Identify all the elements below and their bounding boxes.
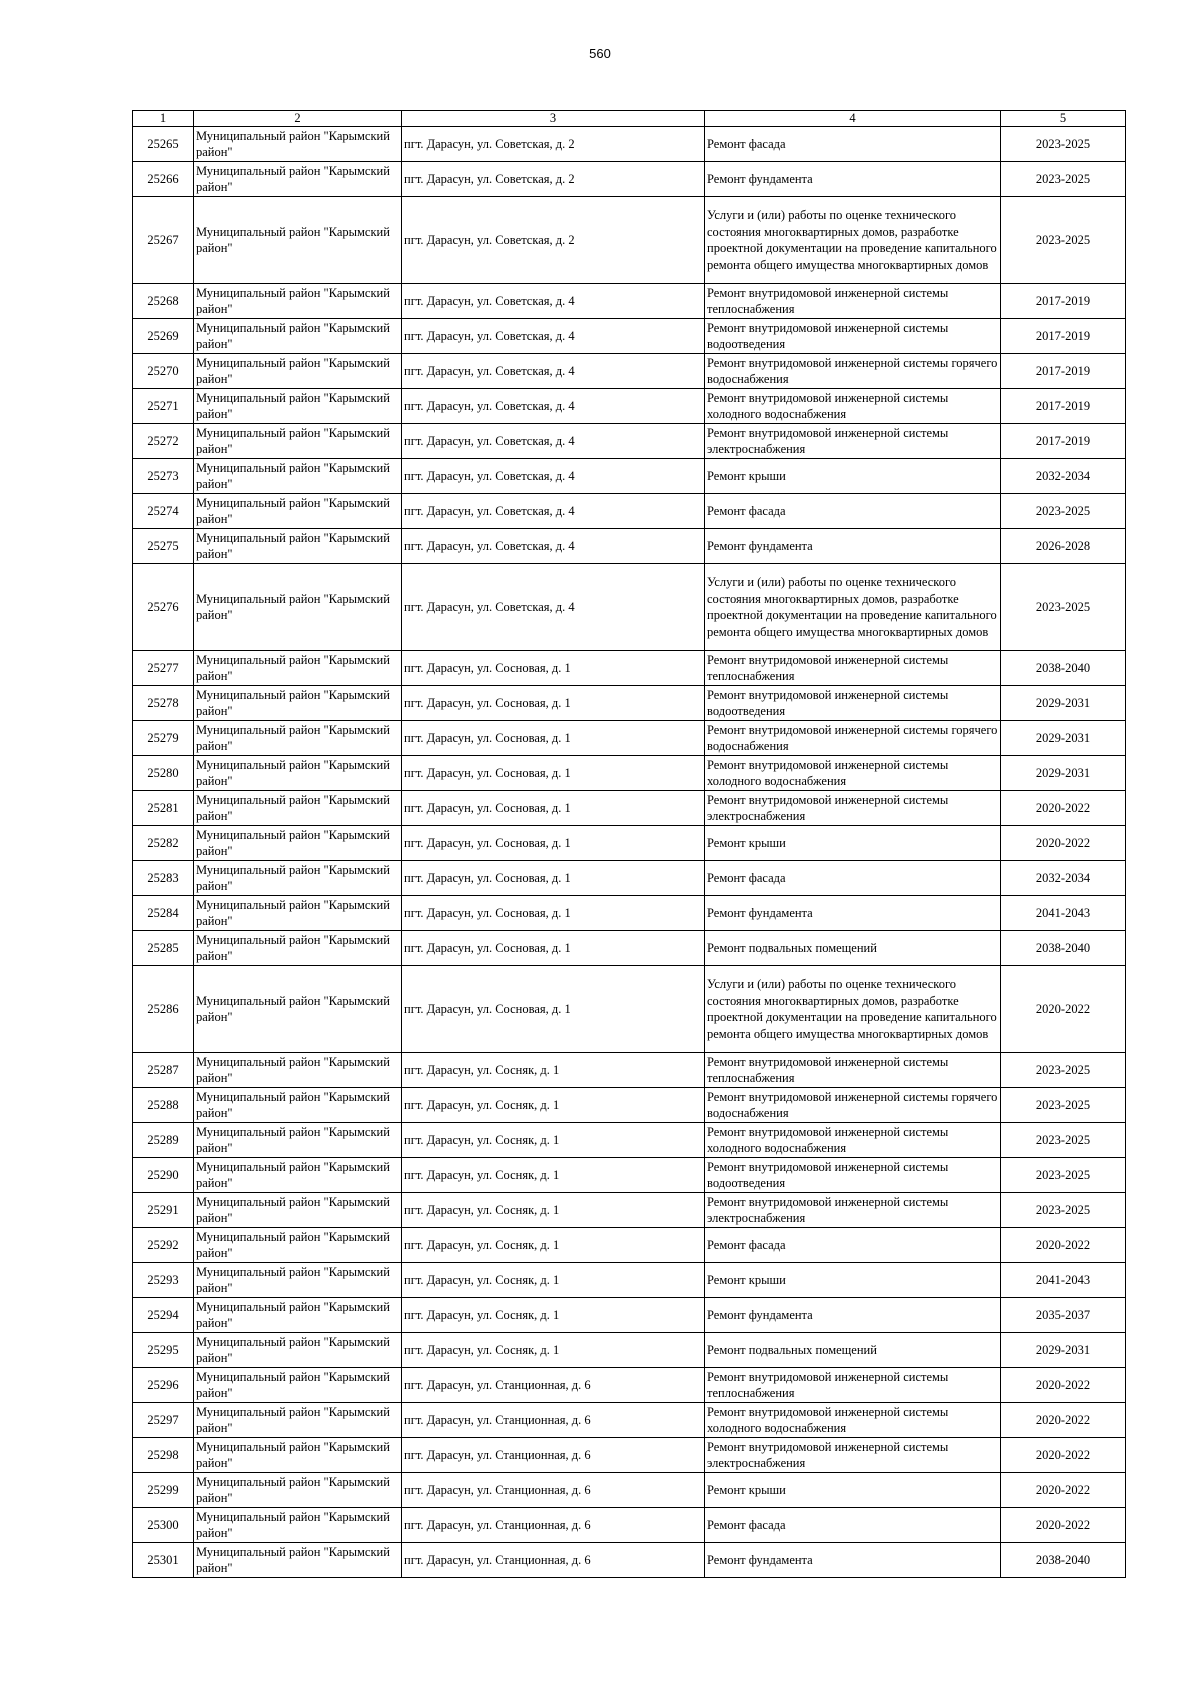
cell-municipality: Муниципальный район "Карымский район" bbox=[194, 861, 402, 896]
table-row bbox=[133, 1158, 1126, 1193]
column-header-2: 2 bbox=[194, 111, 402, 127]
column-header-5: 5 bbox=[1001, 111, 1126, 127]
cell-period: 2023-2025 bbox=[1001, 1193, 1126, 1228]
table-row bbox=[133, 1263, 1126, 1298]
cell-period: 2023-2025 bbox=[1001, 1158, 1126, 1193]
cell-municipality: Муниципальный район "Карымский район" bbox=[194, 1403, 402, 1438]
cell-municipality: Муниципальный район "Карымский район" bbox=[194, 354, 402, 389]
cell-period: 2035-2037 bbox=[1001, 1298, 1126, 1333]
cell-period: 2017-2019 bbox=[1001, 284, 1126, 319]
table-row bbox=[133, 1473, 1126, 1508]
cell-period: 2029-2031 bbox=[1001, 721, 1126, 756]
cell-period: 2026-2028 bbox=[1001, 529, 1126, 564]
cell-number: 25284 bbox=[133, 896, 194, 931]
cell-work-type: Ремонт внутридомовой инженерной системы теплоснабжения bbox=[705, 1368, 1001, 1403]
cell-address: пгт. Дарасун, ул. Станционная, д. 6 bbox=[402, 1438, 705, 1473]
table-row bbox=[133, 424, 1126, 459]
cell-work-type: Ремонт фасада bbox=[705, 861, 1001, 896]
cell-address: пгт. Дарасун, ул. Сосняк, д. 1 bbox=[402, 1123, 705, 1158]
cell-municipality: Муниципальный район "Карымский район" bbox=[194, 1298, 402, 1333]
cell-address: пгт. Дарасун, ул. Советская, д. 4 bbox=[402, 424, 705, 459]
cell-work-type: Ремонт внутридомовой инженерной системы электроснабжения bbox=[705, 1193, 1001, 1228]
cell-work-type: Ремонт фасада bbox=[705, 1228, 1001, 1263]
cell-work-type: Услуги и (или) работы по оценке технического состояния многоквартирных домов, разработке проектной документации на проведение капитального ремонта общего имущества многоквартирных домов bbox=[705, 197, 1001, 284]
cell-number: 25293 bbox=[133, 1263, 194, 1298]
cell-number: 25277 bbox=[133, 651, 194, 686]
cell-municipality: Муниципальный район "Карымский район" bbox=[194, 127, 402, 162]
cell-number: 25269 bbox=[133, 319, 194, 354]
cell-period: 2029-2031 bbox=[1001, 686, 1126, 721]
cell-address: пгт. Дарасун, ул. Сосняк, д. 1 bbox=[402, 1298, 705, 1333]
column-header-4: 4 bbox=[705, 111, 1001, 127]
cell-municipality: Муниципальный район "Карымский район" bbox=[194, 931, 402, 966]
cell-address: пгт. Дарасун, ул. Сосняк, д. 1 bbox=[402, 1158, 705, 1193]
table-row bbox=[133, 127, 1126, 162]
table-row bbox=[133, 1088, 1126, 1123]
table-header bbox=[133, 111, 1126, 127]
cell-number: 25265 bbox=[133, 127, 194, 162]
cell-address: пгт. Дарасун, ул. Советская, д. 4 bbox=[402, 459, 705, 494]
header-row bbox=[133, 111, 1126, 127]
cell-address: пгт. Дарасун, ул. Сосновая, д. 1 bbox=[402, 861, 705, 896]
cell-work-type: Ремонт внутридомовой инженерной системы электроснабжения bbox=[705, 1438, 1001, 1473]
cell-number: 25272 bbox=[133, 424, 194, 459]
table-row bbox=[133, 1298, 1126, 1333]
cell-address: пгт. Дарасун, ул. Советская, д. 2 bbox=[402, 127, 705, 162]
cell-period: 2020-2022 bbox=[1001, 826, 1126, 861]
cell-address: пгт. Дарасун, ул. Советская, д. 2 bbox=[402, 197, 705, 284]
table-row bbox=[133, 931, 1126, 966]
cell-work-type: Ремонт фундамента bbox=[705, 1298, 1001, 1333]
cell-period: 2029-2031 bbox=[1001, 756, 1126, 791]
cell-work-type: Ремонт внутридомовой инженерной системы водоотведения bbox=[705, 319, 1001, 354]
cell-work-type: Ремонт фасада bbox=[705, 127, 1001, 162]
cell-period: 2041-2043 bbox=[1001, 1263, 1126, 1298]
cell-work-type: Ремонт подвальных помещений bbox=[705, 931, 1001, 966]
cell-municipality: Муниципальный район "Карымский район" bbox=[194, 197, 402, 284]
table-row bbox=[133, 197, 1126, 284]
cell-work-type: Ремонт внутридомовой инженерной системы горячего водоснабжения bbox=[705, 1088, 1001, 1123]
cell-number: 25294 bbox=[133, 1298, 194, 1333]
cell-period: 2020-2022 bbox=[1001, 1438, 1126, 1473]
cell-municipality: Муниципальный район "Карымский район" bbox=[194, 756, 402, 791]
cell-number: 25285 bbox=[133, 931, 194, 966]
page-number: 560 bbox=[589, 46, 611, 61]
cell-address: пгт. Дарасун, ул. Советская, д. 4 bbox=[402, 529, 705, 564]
cell-address: пгт. Дарасун, ул. Сосновая, д. 1 bbox=[402, 896, 705, 931]
cell-number: 25281 bbox=[133, 791, 194, 826]
cell-period: 2017-2019 bbox=[1001, 424, 1126, 459]
cell-work-type: Ремонт внутридомовой инженерной системы теплоснабжения bbox=[705, 1053, 1001, 1088]
cell-number: 25298 bbox=[133, 1438, 194, 1473]
cell-work-type: Ремонт внутридомовой инженерной системы электроснабжения bbox=[705, 424, 1001, 459]
cell-period: 2020-2022 bbox=[1001, 966, 1126, 1053]
table-row bbox=[133, 1193, 1126, 1228]
cell-number: 25271 bbox=[133, 389, 194, 424]
cell-address: пгт. Дарасун, ул. Станционная, д. 6 bbox=[402, 1368, 705, 1403]
cell-work-type: Ремонт крыши bbox=[705, 1473, 1001, 1508]
cell-period: 2032-2034 bbox=[1001, 861, 1126, 896]
table-row bbox=[133, 529, 1126, 564]
cell-municipality: Муниципальный район "Карымский район" bbox=[194, 721, 402, 756]
cell-number: 25297 bbox=[133, 1403, 194, 1438]
table-row bbox=[133, 966, 1126, 1053]
cell-number: 25287 bbox=[133, 1053, 194, 1088]
cell-work-type: Ремонт фундамента bbox=[705, 529, 1001, 564]
table-row bbox=[133, 896, 1126, 931]
cell-number: 25291 bbox=[133, 1193, 194, 1228]
cell-work-type: Ремонт внутридомовой инженерной системы водоотведения bbox=[705, 686, 1001, 721]
cell-municipality: Муниципальный район "Карымский район" bbox=[194, 826, 402, 861]
cell-work-type: Ремонт внутридомовой инженерной системы электроснабжения bbox=[705, 791, 1001, 826]
cell-municipality: Муниципальный район "Карымский район" bbox=[194, 529, 402, 564]
cell-address: пгт. Дарасун, ул. Советская, д. 4 bbox=[402, 564, 705, 651]
cell-number: 25273 bbox=[133, 459, 194, 494]
cell-period: 2032-2034 bbox=[1001, 459, 1126, 494]
table-row bbox=[133, 319, 1126, 354]
cell-work-type: Ремонт внутридомовой инженерной системы холодного водоснабжения bbox=[705, 1403, 1001, 1438]
table-row bbox=[133, 651, 1126, 686]
cell-period: 2020-2022 bbox=[1001, 1228, 1126, 1263]
table-body bbox=[133, 127, 1126, 1578]
cell-address: пгт. Дарасун, ул. Советская, д. 4 bbox=[402, 494, 705, 529]
table-row bbox=[133, 721, 1126, 756]
cell-address: пгт. Дарасун, ул. Сосновая, д. 1 bbox=[402, 931, 705, 966]
cell-address: пгт. Дарасун, ул. Сосновая, д. 1 bbox=[402, 826, 705, 861]
cell-address: пгт. Дарасун, ул. Станционная, д. 6 bbox=[402, 1508, 705, 1543]
table-row bbox=[133, 354, 1126, 389]
cell-number: 25292 bbox=[133, 1228, 194, 1263]
cell-municipality: Муниципальный район "Карымский район" bbox=[194, 966, 402, 1053]
cell-work-type: Ремонт фасада bbox=[705, 494, 1001, 529]
cell-address: пгт. Дарасун, ул. Советская, д. 4 bbox=[402, 389, 705, 424]
cell-period: 2020-2022 bbox=[1001, 1508, 1126, 1543]
cell-period: 2017-2019 bbox=[1001, 319, 1126, 354]
cell-municipality: Муниципальный район "Карымский район" bbox=[194, 1508, 402, 1543]
table-row bbox=[133, 564, 1126, 651]
cell-work-type: Ремонт внутридомовой инженерной системы горячего водоснабжения bbox=[705, 721, 1001, 756]
cell-number: 25296 bbox=[133, 1368, 194, 1403]
cell-number: 25280 bbox=[133, 756, 194, 791]
cell-period: 2023-2025 bbox=[1001, 127, 1126, 162]
cell-work-type: Услуги и (или) работы по оценке технического состояния многоквартирных домов, разработке проектной документации на проведение капитального ремонта общего имущества многоквартирных домов bbox=[705, 564, 1001, 651]
cell-period: 2029-2031 bbox=[1001, 1333, 1126, 1368]
cell-address: пгт. Дарасун, ул. Сосняк, д. 1 bbox=[402, 1053, 705, 1088]
cell-municipality: Муниципальный район "Карымский район" bbox=[194, 791, 402, 826]
cell-number: 25299 bbox=[133, 1473, 194, 1508]
cell-period: 2038-2040 bbox=[1001, 1543, 1126, 1578]
cell-work-type: Ремонт крыши bbox=[705, 1263, 1001, 1298]
cell-number: 25268 bbox=[133, 284, 194, 319]
cell-period: 2038-2040 bbox=[1001, 931, 1126, 966]
cell-municipality: Муниципальный район "Карымский район" bbox=[194, 389, 402, 424]
cell-number: 25282 bbox=[133, 826, 194, 861]
cell-address: пгт. Дарасун, ул. Сосновая, д. 1 bbox=[402, 721, 705, 756]
cell-period: 2017-2019 bbox=[1001, 354, 1126, 389]
cell-municipality: Муниципальный район "Карымский район" bbox=[194, 1543, 402, 1578]
cell-address: пгт. Дарасун, ул. Сосняк, д. 1 bbox=[402, 1088, 705, 1123]
cell-number: 25276 bbox=[133, 564, 194, 651]
table-row bbox=[133, 1333, 1126, 1368]
cell-work-type: Ремонт внутридомовой инженерной системы теплоснабжения bbox=[705, 284, 1001, 319]
table-row bbox=[133, 1123, 1126, 1158]
cell-period: 2020-2022 bbox=[1001, 1403, 1126, 1438]
column-header-3: 3 bbox=[402, 111, 705, 127]
cell-period: 2023-2025 bbox=[1001, 162, 1126, 197]
cell-number: 25274 bbox=[133, 494, 194, 529]
cell-address: пгт. Дарасун, ул. Сосновая, д. 1 bbox=[402, 756, 705, 791]
cell-municipality: Муниципальный район "Карымский район" bbox=[194, 1053, 402, 1088]
cell-number: 25300 bbox=[133, 1508, 194, 1543]
cell-period: 2023-2025 bbox=[1001, 1053, 1126, 1088]
cell-address: пгт. Дарасун, ул. Станционная, д. 6 bbox=[402, 1473, 705, 1508]
cell-work-type: Ремонт внутридомовой инженерной системы водоотведения bbox=[705, 1158, 1001, 1193]
cell-number: 25275 bbox=[133, 529, 194, 564]
table-row bbox=[133, 756, 1126, 791]
table-row bbox=[133, 1368, 1126, 1403]
cell-municipality: Муниципальный район "Карымский район" bbox=[194, 424, 402, 459]
cell-period: 2023-2025 bbox=[1001, 1088, 1126, 1123]
capital-repair-table bbox=[132, 110, 1126, 1578]
cell-address: пгт. Дарасун, ул. Советская, д. 2 bbox=[402, 162, 705, 197]
cell-work-type: Ремонт фасада bbox=[705, 1508, 1001, 1543]
cell-address: пгт. Дарасун, ул. Сосняк, д. 1 bbox=[402, 1228, 705, 1263]
cell-municipality: Муниципальный район "Карымский район" bbox=[194, 651, 402, 686]
cell-municipality: Муниципальный район "Карымский район" bbox=[194, 319, 402, 354]
table-row bbox=[133, 1403, 1126, 1438]
cell-work-type: Ремонт крыши bbox=[705, 459, 1001, 494]
cell-work-type: Ремонт внутридомовой инженерной системы холодного водоснабжения bbox=[705, 389, 1001, 424]
cell-work-type: Ремонт подвальных помещений bbox=[705, 1333, 1001, 1368]
cell-municipality: Муниципальный район "Карымский район" bbox=[194, 1123, 402, 1158]
table-row bbox=[133, 284, 1126, 319]
cell-work-type: Ремонт внутридомовой инженерной системы горячего водоснабжения bbox=[705, 354, 1001, 389]
table-row bbox=[133, 826, 1126, 861]
cell-work-type: Услуги и (или) работы по оценке технического состояния многоквартирных домов, разработке проектной документации на проведение капитального ремонта общего имущества многоквартирных домов bbox=[705, 966, 1001, 1053]
table-row bbox=[133, 1508, 1126, 1543]
table-row bbox=[133, 162, 1126, 197]
cell-municipality: Муниципальный район "Карымский район" bbox=[194, 1193, 402, 1228]
cell-work-type: Ремонт фундамента bbox=[705, 1543, 1001, 1578]
cell-period: 2023-2025 bbox=[1001, 494, 1126, 529]
cell-municipality: Муниципальный район "Карымский район" bbox=[194, 284, 402, 319]
cell-municipality: Муниципальный район "Карымский район" bbox=[194, 494, 402, 529]
cell-number: 25286 bbox=[133, 966, 194, 1053]
cell-number: 25279 bbox=[133, 721, 194, 756]
cell-number: 25266 bbox=[133, 162, 194, 197]
cell-municipality: Муниципальный район "Карымский район" bbox=[194, 896, 402, 931]
cell-work-type: Ремонт крыши bbox=[705, 826, 1001, 861]
cell-number: 25278 bbox=[133, 686, 194, 721]
cell-address: пгт. Дарасун, ул. Станционная, д. 6 bbox=[402, 1403, 705, 1438]
table-row bbox=[133, 494, 1126, 529]
cell-municipality: Муниципальный район "Карымский район" bbox=[194, 1438, 402, 1473]
cell-period: 2023-2025 bbox=[1001, 197, 1126, 284]
cell-work-type: Ремонт внутридомовой инженерной системы теплоснабжения bbox=[705, 651, 1001, 686]
cell-period: 2020-2022 bbox=[1001, 1473, 1126, 1508]
cell-municipality: Муниципальный район "Карымский район" bbox=[194, 1333, 402, 1368]
cell-municipality: Муниципальный район "Карымский район" bbox=[194, 564, 402, 651]
cell-work-type: Ремонт фундамента bbox=[705, 162, 1001, 197]
cell-municipality: Муниципальный район "Карымский район" bbox=[194, 1158, 402, 1193]
cell-municipality: Муниципальный район "Карымский район" bbox=[194, 1368, 402, 1403]
table-row bbox=[133, 389, 1126, 424]
cell-number: 25288 bbox=[133, 1088, 194, 1123]
cell-address: пгт. Дарасун, ул. Советская, д. 4 bbox=[402, 354, 705, 389]
cell-municipality: Муниципальный район "Карымский район" bbox=[194, 162, 402, 197]
cell-address: пгт. Дарасун, ул. Сосновая, д. 1 bbox=[402, 966, 705, 1053]
cell-address: пгт. Дарасун, ул. Сосняк, д. 1 bbox=[402, 1263, 705, 1298]
cell-municipality: Муниципальный район "Карымский район" bbox=[194, 459, 402, 494]
cell-period: 2038-2040 bbox=[1001, 651, 1126, 686]
cell-address: пгт. Дарасун, ул. Советская, д. 4 bbox=[402, 319, 705, 354]
cell-address: пгт. Дарасун, ул. Станционная, д. 6 bbox=[402, 1543, 705, 1578]
cell-municipality: Муниципальный район "Карымский район" bbox=[194, 1228, 402, 1263]
table-row bbox=[133, 1438, 1126, 1473]
table-row bbox=[133, 1053, 1126, 1088]
cell-work-type: Ремонт внутридомовой инженерной системы холодного водоснабжения bbox=[705, 756, 1001, 791]
cell-municipality: Муниципальный район "Карымский район" bbox=[194, 686, 402, 721]
cell-municipality: Муниципальный район "Карымский район" bbox=[194, 1263, 402, 1298]
cell-number: 25289 bbox=[133, 1123, 194, 1158]
cell-municipality: Муниципальный район "Карымский район" bbox=[194, 1088, 402, 1123]
cell-period: 2017-2019 bbox=[1001, 389, 1126, 424]
cell-number: 25267 bbox=[133, 197, 194, 284]
table-row bbox=[133, 791, 1126, 826]
cell-number: 25295 bbox=[133, 1333, 194, 1368]
cell-address: пгт. Дарасун, ул. Сосняк, д. 1 bbox=[402, 1193, 705, 1228]
table-row bbox=[133, 459, 1126, 494]
cell-period: 2020-2022 bbox=[1001, 1368, 1126, 1403]
cell-number: 25290 bbox=[133, 1158, 194, 1193]
cell-address: пгт. Дарасун, ул. Сосновая, д. 1 bbox=[402, 791, 705, 826]
cell-period: 2041-2043 bbox=[1001, 896, 1126, 931]
cell-period: 2020-2022 bbox=[1001, 791, 1126, 826]
cell-work-type: Ремонт внутридомовой инженерной системы холодного водоснабжения bbox=[705, 1123, 1001, 1158]
cell-address: пгт. Дарасун, ул. Советская, д. 4 bbox=[402, 284, 705, 319]
cell-period: 2023-2025 bbox=[1001, 1123, 1126, 1158]
table-row bbox=[133, 1543, 1126, 1578]
cell-number: 25301 bbox=[133, 1543, 194, 1578]
table-row bbox=[133, 686, 1126, 721]
cell-municipality: Муниципальный район "Карымский район" bbox=[194, 1473, 402, 1508]
cell-number: 25270 bbox=[133, 354, 194, 389]
cell-address: пгт. Дарасун, ул. Сосновая, д. 1 bbox=[402, 686, 705, 721]
cell-work-type: Ремонт фундамента bbox=[705, 896, 1001, 931]
cell-address: пгт. Дарасун, ул. Сосновая, д. 1 bbox=[402, 651, 705, 686]
cell-address: пгт. Дарасун, ул. Сосняк, д. 1 bbox=[402, 1333, 705, 1368]
column-header-1: 1 bbox=[133, 111, 194, 127]
cell-period: 2023-2025 bbox=[1001, 564, 1126, 651]
table-row bbox=[133, 861, 1126, 896]
table-row bbox=[133, 1228, 1126, 1263]
cell-number: 25283 bbox=[133, 861, 194, 896]
